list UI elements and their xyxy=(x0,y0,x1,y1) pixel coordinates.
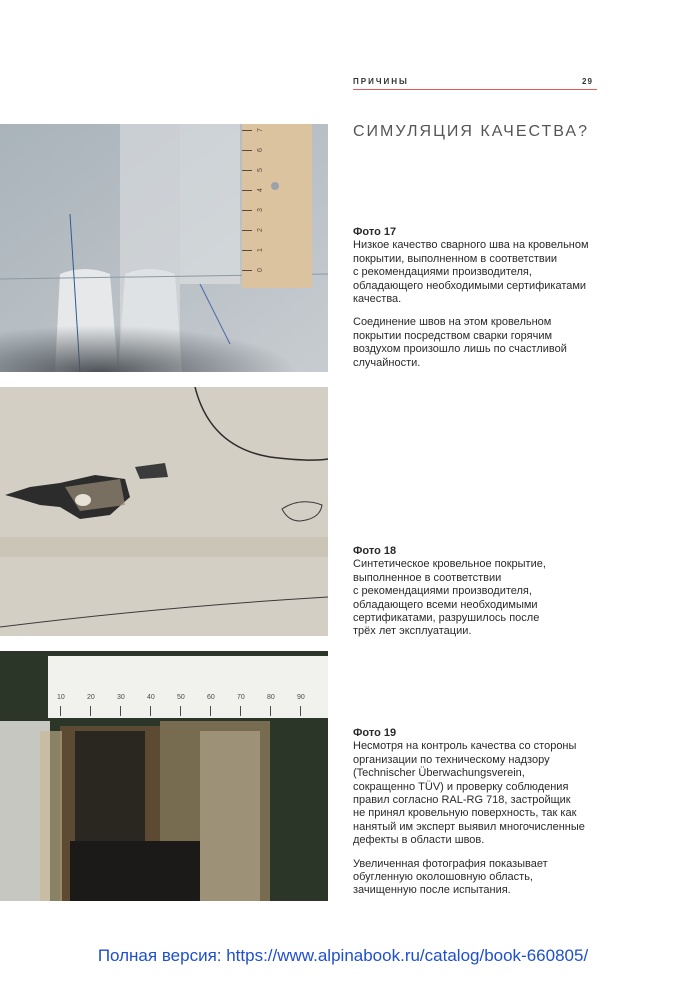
page-title: СИМУЛЯЦИЯ КАЧЕСТВА? xyxy=(353,123,589,140)
photo-19-image xyxy=(0,651,328,901)
ruler-number: 5 xyxy=(257,168,264,172)
ruler-number: 1 xyxy=(257,248,264,252)
ruler-number: 30 xyxy=(117,694,125,701)
photo-19-caption xyxy=(353,727,603,908)
photo-18-title: Фото 18 xyxy=(353,545,397,557)
page-number: 29 xyxy=(582,77,593,86)
ruler-number: 90 xyxy=(297,694,305,701)
ruler-number: 80 xyxy=(267,694,275,701)
photo-17-image xyxy=(0,124,328,372)
ruler-number: 2 xyxy=(257,228,264,232)
ruler-number: 10 xyxy=(57,694,65,701)
photo-17-caption xyxy=(353,226,603,380)
ruler-number: 40 xyxy=(147,694,155,701)
ruler-number: 20 xyxy=(87,694,95,701)
photo-18-caption xyxy=(353,545,603,649)
ruler-number: 50 xyxy=(177,694,185,701)
full-version-link[interactable] xyxy=(0,946,686,966)
ruler-number: 6 xyxy=(257,148,264,152)
ruler-number: 4 xyxy=(257,188,264,192)
ruler-number: 60 xyxy=(207,694,215,701)
photo-19-title: Фото 19 xyxy=(353,727,397,739)
photo-19-paragraph-2: Увеличенная фотография показывает обугленную околошовную область, зачищенную после испытания. xyxy=(353,857,548,897)
photo-19-paragraph-1: Несмотря на контроль качества со стороны организации по техническому надзору (Technischer Überwachungsverein, сокращенно TÜV) и проверку соблюдения правил согласно RAL-RG 718, застройщик не принял кровельную поверхность, так как нанятый им эксперт выявил многочисленные дефекты в области швов. xyxy=(353,740,585,847)
photo-18-paragraph-1: Синтетическое кровельное покрытие, выполненное в соответствии с рекомендациями производителя, обладающего всеми необходимыми сертификатами, разрушилось после трёх лет эксплуатации. xyxy=(353,558,546,638)
ruler-number: 0 xyxy=(257,268,264,272)
ruler-number: 3 xyxy=(257,208,264,212)
full-version-link-text[interactable]: Полная версия: https://www.alpinabook.ru/catalog/book-660805/ xyxy=(97,946,589,965)
photo-17-paragraph-1: Низкое качество сварного шва на кровельном покрытии, выполненном в соответствии с рекомендациями производителя, обладающего необходимыми сертификатами качества. xyxy=(353,239,589,306)
photo-17-paragraph-2: Соединение швов на этом кровельном покрытии посредством сварки горячим воздухом произошло лишь по счастливой случайности. xyxy=(353,316,567,369)
ruler-number: 70 xyxy=(237,694,245,701)
ruler-number: 7 xyxy=(257,128,264,132)
header-divider xyxy=(353,89,597,90)
photo-18-image xyxy=(0,387,328,636)
section-title: ПРИЧИНЫ xyxy=(353,77,409,86)
photo-17-title: Фото 17 xyxy=(353,226,397,238)
